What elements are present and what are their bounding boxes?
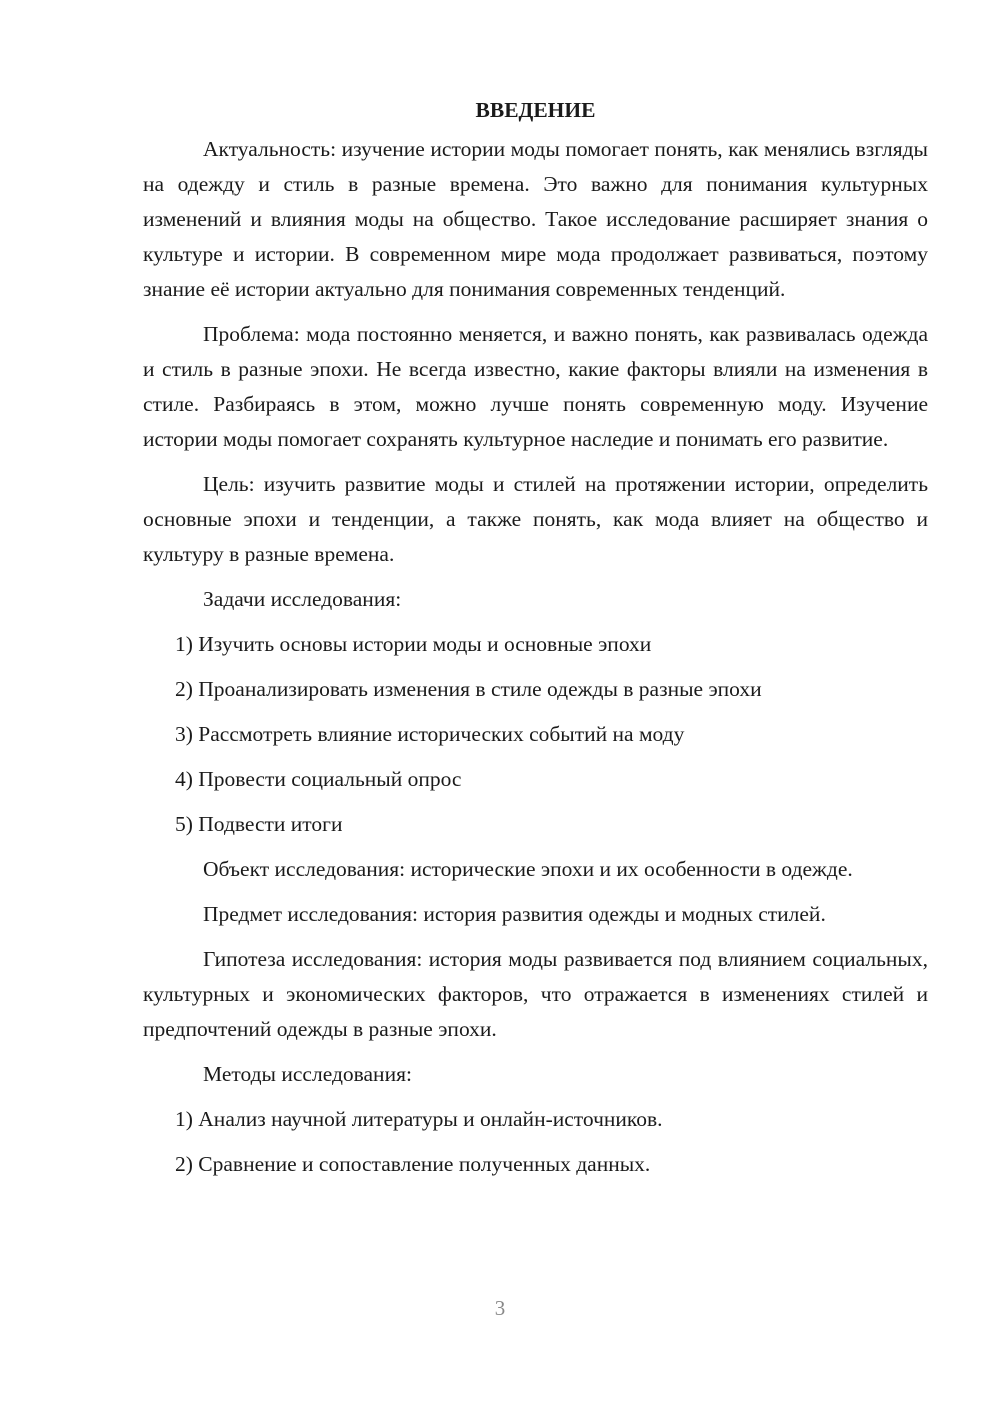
goal-paragraph: Цель: изучить развитие моды и стилей на протяжении истории, определить основные эпохи и тенденции, а также понять, как мода влияет на общество и культуру в разные времена. [143,472,928,566]
tasks-label: Задачи исследования: [203,587,402,611]
section-heading: ВВЕДЕНИЕ [475,98,596,122]
list-item: 1) Изучить основы истории моды и основные эпохи [175,632,652,656]
object-paragraph: Объект исследования: исторические эпохи и их особенности в одежде. [203,857,853,881]
hypothesis-paragraph: Гипотеза исследования: история моды развивается под влиянием социальных, культурных и экономических факторов, что отражается в изменениях стилей и предпочтений одежды в разные эпохи. [143,947,928,1041]
relevance-paragraph: Актуальность: изучение истории моды помогает понять, как менялись взгляды на одежду и стиль в разные времена. Это важно для понимания культурных изменений и влияния моды на общество. Такое исследование расширяет знания о культуре и истории. В современном мире мода продолжает развиваться, поэтому знание её истории актуально для понимания современных тенденций. [143,137,928,301]
list-item: 3) Рассмотреть влияние исторических событий на моду [175,722,685,746]
list-item: 4) Провести социальный опрос [175,767,462,791]
tasks-list [143,627,928,842]
list-item: 2) Сравнение и сопоставление полученных данных. [175,1152,651,1176]
methods-list [143,1102,928,1182]
list-item: 5) Подвести итоги [175,812,343,836]
problem-paragraph: Проблема: мода постоянно меняется, и важно понять, как развивалась одежда и стиль в разные эпохи. Не всегда известно, какие факторы влияли на изменения в стиле. Разбираясь в этом, можно лучше понять современную моду. Изучение истории моды помогает сохранять культурное наследие и понимать его развитие. [143,322,928,451]
list-item: 2) Проанализировать изменения в стиле одежды в разные эпохи [175,677,762,701]
subject-paragraph: Предмет исследования: история развития одежды и модных стилей. [203,902,826,926]
methods-label: Методы исследования: [203,1062,412,1086]
list-item: 1) Анализ научной литературы и онлайн-источников. [175,1107,663,1131]
page-number: 3 [494,1296,506,1320]
document-page [143,92,928,1192]
